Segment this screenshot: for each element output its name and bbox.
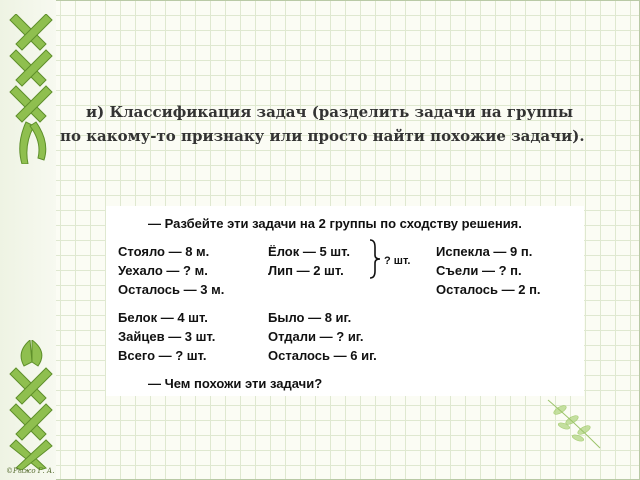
- task-1-line-1: Стояло — 8 м.: [118, 244, 210, 259]
- task-4-line-1: Белок — 4 шт.: [118, 310, 208, 325]
- task-5-line-3: Осталось — 6 иг.: [268, 348, 377, 363]
- ribbon-decoration-bottom-icon: [6, 340, 58, 470]
- heading-line-2: по какому-то признаку или просто найти похожие задачи).: [60, 127, 585, 145]
- ribbon-decoration-top-icon: [6, 14, 58, 164]
- instruction-text: — Разбейте эти задачи на 2 группы по сходству решения.: [148, 216, 522, 231]
- task-5-line-2: Отдали — ? иг.: [268, 329, 364, 344]
- slide-heading: [60, 100, 620, 148]
- task-2-line-1: Ёлок — 5 шт.: [268, 244, 350, 259]
- task-4-line-3: Всего — ? шт.: [118, 348, 207, 363]
- task-5-line-1: Было — 8 иг.: [268, 310, 352, 325]
- task-3-line-2: Съели — ? п.: [436, 263, 522, 278]
- task-3-line-3: Осталось — 2 п.: [436, 282, 541, 297]
- leaf-decoration-icon: [540, 392, 610, 452]
- task-4-line-2: Зайцев — 3 шт.: [118, 329, 216, 344]
- brace-icon: [368, 239, 382, 279]
- question-text: — Чем похожи эти задачи?: [148, 376, 323, 391]
- task-1-line-3: Осталось — 3 м.: [118, 282, 225, 297]
- heading-line-1: и) Классификация задач (разделить задачи на группы: [86, 103, 574, 121]
- task-2-line-2: Лип — 2 шт.: [268, 263, 344, 278]
- brace-label: ? шт.: [384, 255, 411, 267]
- tasks-panel: [106, 206, 584, 396]
- task-1-line-2: Уехало — ? м.: [118, 263, 208, 278]
- task-3-line-1: Испекла — 9 п.: [436, 244, 533, 259]
- credit-text: ©Рыжо Г. А.: [6, 467, 55, 475]
